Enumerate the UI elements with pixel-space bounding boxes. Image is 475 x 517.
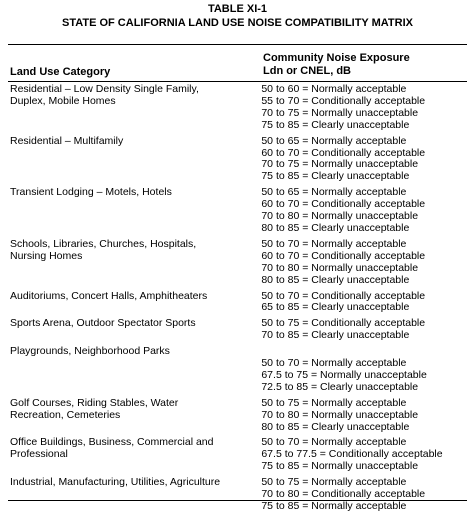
noise-range-line: 50 to 60 = Normally acceptable [261, 83, 407, 95]
noise-range-line: 50 to 70 = Normally acceptable [261, 357, 407, 370]
noise-exposure-values [261, 318, 465, 342]
category-line: Industrial, Manufacturing, Utilities, Agriculture [10, 476, 221, 489]
category-line: Office Buildings, Business, Commercial and [10, 436, 214, 449]
noise-exposure-values [261, 437, 465, 473]
land-use-category [10, 187, 261, 235]
noise-range-line: 67.5 to 75 = Normally unacceptable [261, 368, 427, 381]
noise-exposure-values [261, 346, 465, 394]
category-line: Transient Lodging – Motels, Hotels [10, 186, 172, 199]
category-line: Recreation, Cemeteries [10, 408, 121, 421]
noise-range-line: 70 to 75 = Normally unacceptable [261, 106, 419, 119]
noise-range-line: 50 to 70 = Conditionally acceptable [261, 289, 426, 302]
table-row [10, 136, 465, 184]
category-line: Sports Arena, Outdoor Spectator Sports [10, 317, 196, 330]
table-row [10, 84, 465, 132]
table-subtitle: STATE OF CALIFORNIA LAND USE NOISE COMPATIBILITY MATRIX [62, 17, 413, 29]
noise-range-line: 50 to 65 = Normally acceptable [261, 134, 407, 147]
noise-range-line: 70 to 75 = Normally unacceptable [261, 158, 419, 171]
land-use-category [10, 136, 261, 184]
noise-range-line: 67.5 to 77.5 = Conditionally acceptable [261, 448, 443, 461]
category-line: Playgrounds, Neighborhood Parks [10, 345, 170, 358]
noise-range-line: 55 to 70 = Conditionally acceptable [261, 94, 426, 107]
noise-range-line: 65 to 85 = Clearly unacceptable [261, 301, 410, 314]
noise-range-line: 50 to 75 = Conditionally acceptable [261, 317, 426, 330]
table-title-block [0, 2, 475, 30]
noise-range-line: 70 to 80 = Conditionally acceptable [261, 488, 426, 501]
noise-range-line: 75 to 85 = Clearly unacceptable [261, 118, 410, 131]
category-line: Professional [10, 448, 68, 461]
table-row [10, 477, 465, 513]
land-use-category [10, 437, 261, 473]
category-line: Schools, Libraries, Churches, Hospitals, [10, 237, 197, 250]
table-row [10, 291, 465, 315]
header-land-use: Land Use Category [10, 66, 111, 78]
noise-range-line: 70 to 80 = Normally unacceptable [261, 261, 419, 274]
noise-range-line: 70 to 80 = Normally unacceptable [261, 210, 419, 223]
noise-range-line: 70 to 85 = Clearly unacceptable [261, 329, 410, 342]
noise-exposure-values [261, 187, 465, 235]
noise-range-line: 60 to 70 = Conditionally acceptable [261, 198, 426, 211]
noise-range-line: 50 to 65 = Normally acceptable [261, 186, 407, 199]
noise-range-line: 80 to 85 = Clearly unacceptable [261, 420, 410, 433]
noise-exposure-values [261, 136, 465, 184]
header-exposure-line1: Community Noise Exposure [263, 52, 410, 64]
table-title: TABLE XI-1 [207, 3, 268, 15]
land-use-category [10, 398, 261, 434]
land-use-category [10, 239, 261, 287]
table-row [10, 187, 465, 235]
category-line: Auditoriums, Concert Halls, Amphitheaters [10, 289, 208, 302]
noise-range-line: 50 to 75 = Normally acceptable [261, 476, 407, 489]
category-line: Nursing Homes [10, 249, 83, 262]
land-use-category [10, 291, 261, 315]
category-line: Duplex, Mobile Homes [10, 94, 116, 107]
category-line: Golf Courses, Riding Stables, Water [10, 396, 179, 409]
noise-range-line: 60 to 70 = Conditionally acceptable [261, 249, 426, 262]
land-use-category [10, 346, 261, 394]
noise-exposure-values [261, 477, 465, 513]
noise-range-line: 60 to 70 = Conditionally acceptable [261, 146, 426, 159]
table-row [10, 346, 465, 394]
header-rule [8, 81, 467, 82]
noise-range-line: 75 to 85 = Normally unacceptable [261, 460, 419, 473]
table-row [10, 318, 465, 342]
land-use-category [10, 84, 261, 132]
noise-exposure-values [261, 291, 465, 315]
noise-range-line: 72.5 to 85 = Clearly unacceptable [261, 380, 419, 393]
noise-range-line: 75 to 85 = Clearly unacceptable [261, 170, 410, 183]
table-row [10, 239, 465, 287]
noise-exposure-values [261, 239, 465, 287]
land-use-category [10, 318, 261, 342]
noise-range-line: 50 to 75 = Normally acceptable [261, 396, 407, 409]
header-noise-exposure [263, 52, 410, 78]
noise-exposure-values [261, 398, 465, 434]
noise-range-line: 50 to 70 = Normally acceptable [261, 237, 407, 250]
top-rule [8, 44, 467, 45]
land-use-category [10, 477, 261, 513]
bottom-rule [8, 500, 467, 501]
noise-range-line: 50 to 70 = Normally acceptable [261, 436, 407, 449]
table-body [10, 84, 465, 517]
noise-range-line: 80 to 85 = Clearly unacceptable [261, 221, 410, 234]
noise-exposure-values [261, 84, 465, 132]
category-line: Residential – Multifamily [10, 134, 124, 147]
table-row [10, 437, 465, 473]
header-exposure-line2: Ldn or CNEL, dB [263, 65, 351, 77]
noise-range-line: 75 to 85 = Normally acceptable [261, 500, 407, 512]
noise-range-line: 70 to 80 = Normally unacceptable [261, 408, 419, 421]
noise-range-line: 80 to 85 = Clearly unacceptable [261, 273, 410, 286]
category-line: Residential – Low Density Single Family, [10, 83, 199, 95]
table-row [10, 398, 465, 434]
